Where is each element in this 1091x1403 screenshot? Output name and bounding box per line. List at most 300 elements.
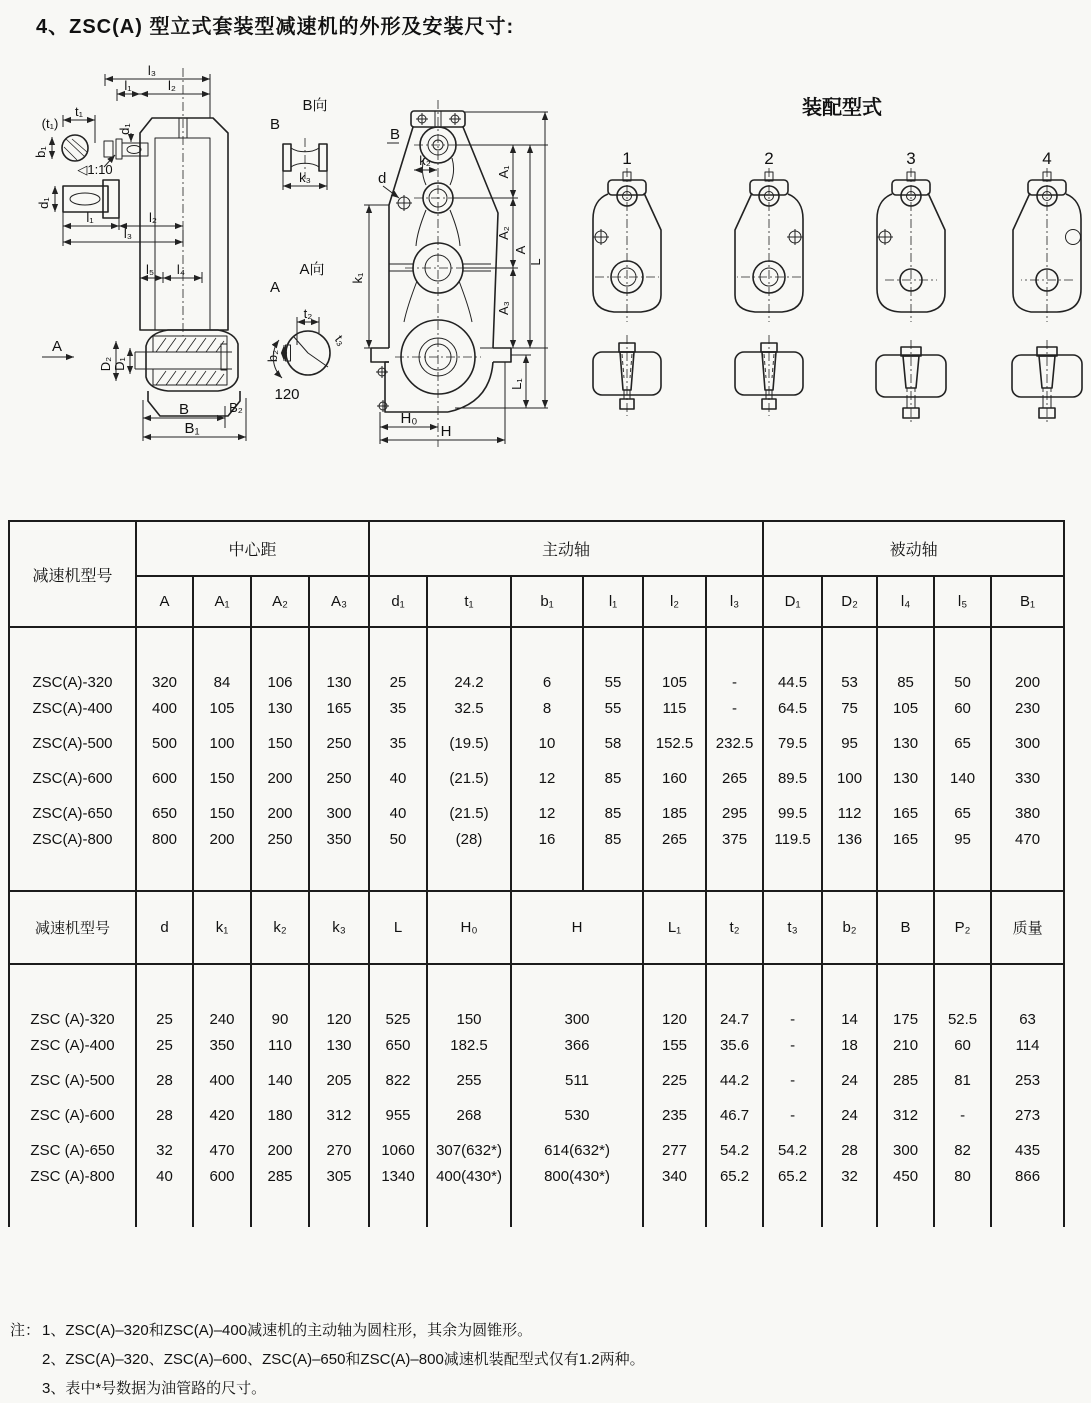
- value-cell: 18: [822, 1028, 877, 1063]
- value-cell: 99.5: [763, 796, 822, 831]
- value-cell: 300: [309, 796, 369, 831]
- col-header: B: [877, 891, 934, 964]
- dim-label-l4: l₄: [176, 262, 186, 277]
- value-cell: 285: [251, 1168, 309, 1227]
- value-cell: 12: [511, 761, 583, 796]
- value-cell: 140: [934, 761, 991, 796]
- value-cell: 95: [822, 726, 877, 761]
- value-cell: 58: [583, 726, 643, 761]
- dim-label-B1: B₁: [184, 420, 200, 437]
- col-header: b₂: [822, 891, 877, 964]
- value-cell: 866: [991, 1168, 1064, 1227]
- col-header: D₂: [822, 576, 877, 627]
- side-view-drawing: [33, 63, 349, 441]
- value-cell: 54.2: [763, 1133, 822, 1168]
- value-cell: 285: [877, 1063, 934, 1098]
- value-cell: 250: [251, 831, 309, 891]
- table-row: [9, 691, 1064, 726]
- assembly-title: 装配型式: [802, 97, 882, 119]
- value-cell: 110: [251, 1028, 309, 1063]
- column-header-row: [9, 576, 1064, 627]
- value-cell: 232.5: [706, 726, 763, 761]
- value-cell: 81: [934, 1063, 991, 1098]
- dim-label-B2: B₂: [229, 400, 243, 415]
- value-cell: 600: [193, 1168, 251, 1227]
- value-cell: 300: [877, 1133, 934, 1168]
- value-cell: (21.5): [427, 796, 511, 831]
- col-header: k₂: [251, 891, 309, 964]
- value-cell: 150: [251, 726, 309, 761]
- dim-label-A: A: [513, 245, 528, 255]
- col-header: l₂: [643, 576, 706, 627]
- col-header: 质量: [991, 891, 1064, 964]
- model-column-header: 减速机型号: [9, 891, 136, 964]
- value-cell: 305: [309, 1168, 369, 1227]
- value-cell: 255: [427, 1063, 511, 1098]
- value-cell: 65: [934, 726, 991, 761]
- value-cell: 235: [643, 1098, 706, 1133]
- col-header: L: [369, 891, 427, 964]
- value-cell: 375: [706, 831, 763, 891]
- value-cell: 268: [427, 1098, 511, 1133]
- dim-label-l1: l₁: [124, 78, 132, 93]
- value-cell: 400(430*): [427, 1168, 511, 1227]
- value-cell: 24.2: [427, 627, 511, 691]
- dim-label-l3: l₃: [147, 63, 157, 78]
- value-cell: 6: [511, 627, 583, 691]
- notes-prefix: 注：: [10, 1322, 41, 1339]
- dim-label-b1: b₁: [33, 146, 48, 158]
- dim-label-A1: A₁: [496, 165, 511, 179]
- table-row: [9, 1168, 1064, 1227]
- value-cell: 52.5: [934, 964, 991, 1028]
- dim-label-A2: A₂: [496, 226, 511, 240]
- value-cell: 450: [877, 1168, 934, 1227]
- dim-label-A3: A₃: [496, 301, 511, 315]
- value-cell: 277: [643, 1133, 706, 1168]
- value-cell: 120: [643, 964, 706, 1028]
- assembly-number-3: 3: [906, 149, 916, 168]
- value-cell: 366: [511, 1028, 643, 1063]
- model-cell: ZSC(A)-650: [9, 796, 136, 831]
- value-cell: 165: [309, 691, 369, 726]
- value-cell: 32: [136, 1133, 193, 1168]
- value-cell: 200: [991, 627, 1064, 691]
- model-cell: ZSC (A)-400: [9, 1028, 136, 1063]
- value-cell: 185: [643, 796, 706, 831]
- view-a-ref: A: [270, 279, 281, 296]
- value-cell: 350: [193, 1028, 251, 1063]
- value-cell: 295: [706, 796, 763, 831]
- model-cell: ZSC (A)-650: [9, 1133, 136, 1168]
- value-cell: 300: [991, 726, 1064, 761]
- assembly-number-2: 2: [764, 149, 774, 168]
- note-line: [10, 1316, 645, 1345]
- model-cell: ZSC (A)-320: [9, 964, 136, 1028]
- value-cell: 75: [822, 691, 877, 726]
- col-header: l₄: [877, 576, 934, 627]
- value-cell: 112: [822, 796, 877, 831]
- value-cell: 955: [369, 1098, 427, 1133]
- table-row: [9, 796, 1064, 831]
- value-cell: 85: [583, 796, 643, 831]
- column-header-row-2: [9, 891, 1064, 964]
- value-cell: 530: [511, 1098, 643, 1133]
- table-row: [9, 1133, 1064, 1168]
- col-header: b₁: [511, 576, 583, 627]
- value-cell: 85: [583, 831, 643, 891]
- value-cell: 253: [991, 1063, 1064, 1098]
- value-cell: 85: [877, 627, 934, 691]
- input-shaft-side-detail: [36, 180, 183, 246]
- col-header: H: [511, 891, 643, 964]
- value-cell: 300: [511, 964, 643, 1028]
- dim-label-d1: d₁: [36, 197, 51, 209]
- value-cell: 50: [369, 831, 427, 891]
- col-header: A₃: [309, 576, 369, 627]
- table-row: [9, 1063, 1064, 1098]
- value-cell: -: [763, 1028, 822, 1063]
- value-cell: 525: [369, 964, 427, 1028]
- value-cell: 400: [136, 691, 193, 726]
- group-header-drive-shaft: 主动轴: [369, 521, 763, 576]
- col-header: k₃: [309, 891, 369, 964]
- note-text: 3、表中*号数据为油管路的尺寸。: [42, 1380, 267, 1397]
- assembly-number-1: 1: [622, 149, 632, 168]
- value-cell: 53: [822, 627, 877, 691]
- value-cell: 800(430*): [511, 1168, 643, 1227]
- value-cell: 40: [136, 1168, 193, 1227]
- col-header: A₁: [193, 576, 251, 627]
- value-cell: 35: [369, 691, 427, 726]
- col-header: P₂: [934, 891, 991, 964]
- value-cell: 200: [251, 1133, 309, 1168]
- value-cell: 130: [251, 691, 309, 726]
- value-cell: 650: [136, 796, 193, 831]
- value-cell: 420: [193, 1098, 251, 1133]
- value-cell: 115: [643, 691, 706, 726]
- value-cell: 89.5: [763, 761, 822, 796]
- value-cell: 600: [136, 761, 193, 796]
- value-cell: 165: [877, 796, 934, 831]
- view-ref-a: A: [52, 338, 63, 355]
- table2-body: [9, 964, 1064, 1227]
- dim-label-l2: l₂: [149, 210, 157, 225]
- value-cell: 650: [369, 1028, 427, 1063]
- col-header: t₂: [706, 891, 763, 964]
- value-cell: -: [706, 691, 763, 726]
- assembly-type-1-diagram: [593, 168, 661, 416]
- note-text: 1、ZSC(A)–320和ZSC(A)–400减速机的主动轴为圆柱形，其余为圆锥形。: [42, 1322, 533, 1339]
- input-shaft-end-detail: [33, 104, 148, 177]
- dim-label-t1-paren: (t₁): [41, 116, 59, 131]
- dim-label-l1: l₁: [86, 210, 94, 225]
- model-cell: ZSC(A)-600: [9, 761, 136, 796]
- dim-label-b2: b₂: [265, 349, 280, 363]
- assembly-number-4: 4: [1042, 149, 1052, 168]
- col-header: A: [136, 576, 193, 627]
- value-cell: 25: [136, 1028, 193, 1063]
- value-cell: 130: [877, 726, 934, 761]
- value-cell: 60: [934, 691, 991, 726]
- value-cell: 152.5: [643, 726, 706, 761]
- col-header: B₁: [991, 576, 1064, 627]
- value-cell: 307(632*): [427, 1133, 511, 1168]
- col-header: A₂: [251, 576, 309, 627]
- value-cell: 100: [193, 726, 251, 761]
- value-cell: 10: [511, 726, 583, 761]
- value-cell: 14: [822, 964, 877, 1028]
- value-cell: 312: [877, 1098, 934, 1133]
- value-cell: 24: [822, 1063, 877, 1098]
- value-cell: 90: [251, 964, 309, 1028]
- value-cell: 250: [309, 761, 369, 796]
- value-cell: 120: [309, 964, 369, 1028]
- value-cell: 114: [991, 1028, 1064, 1063]
- value-cell: 8: [511, 691, 583, 726]
- value-cell: 12: [511, 796, 583, 831]
- value-cell: 65: [934, 796, 991, 831]
- dim-label-d1: d₁: [117, 123, 132, 135]
- value-cell: 32: [822, 1168, 877, 1227]
- table-row: [9, 1098, 1064, 1133]
- front-view-drawing: [350, 100, 548, 447]
- value-cell: 105: [643, 627, 706, 691]
- col-header: l₃: [706, 576, 763, 627]
- value-cell: 35.6: [706, 1028, 763, 1063]
- value-cell: 340: [643, 1168, 706, 1227]
- model-column-header: 减速机型号: [9, 521, 136, 627]
- value-cell: 35: [369, 726, 427, 761]
- value-cell: 273: [991, 1098, 1064, 1133]
- dim-label-L1: L₁: [509, 378, 524, 390]
- value-cell: 55: [583, 691, 643, 726]
- value-cell: 130: [877, 761, 934, 796]
- value-cell: 470: [991, 831, 1064, 891]
- table-row: [9, 1028, 1064, 1063]
- value-cell: 155: [643, 1028, 706, 1063]
- value-cell: 380: [991, 796, 1064, 831]
- taper-note: ◁1:10: [77, 162, 113, 177]
- note-line: [10, 1374, 645, 1403]
- dim-label-l3: l₃: [123, 226, 133, 241]
- dim-label-t3: t₃: [331, 332, 350, 349]
- value-cell: 106: [251, 627, 309, 691]
- value-cell: 25: [136, 964, 193, 1028]
- value-cell: 100: [822, 761, 877, 796]
- value-cell: (28): [427, 831, 511, 891]
- value-cell: 150: [427, 964, 511, 1028]
- value-cell: -: [763, 1098, 822, 1133]
- value-cell: 40: [369, 761, 427, 796]
- value-cell: 119.5: [763, 831, 822, 891]
- group-header-row: [9, 521, 1064, 576]
- view-a-title: A向: [299, 261, 325, 278]
- col-header: L₁: [643, 891, 706, 964]
- value-cell: 165: [877, 831, 934, 891]
- value-cell: 1060: [369, 1133, 427, 1168]
- value-cell: 105: [877, 691, 934, 726]
- model-cell: ZSC (A)-500: [9, 1063, 136, 1098]
- value-cell: 60: [934, 1028, 991, 1063]
- model-cell: ZSC(A)-320: [9, 627, 136, 691]
- value-cell: 44.2: [706, 1063, 763, 1098]
- value-cell: 28: [136, 1098, 193, 1133]
- assembly-type-2-diagram: [735, 168, 803, 416]
- model-cell: ZSC(A)-800: [9, 831, 136, 891]
- model-cell: ZSC(A)-500: [9, 726, 136, 761]
- col-header: d₁: [369, 576, 427, 627]
- value-cell: 79.5: [763, 726, 822, 761]
- value-cell: 63: [991, 964, 1064, 1028]
- value-cell: 614(632*): [511, 1133, 643, 1168]
- dim-label-d: d: [378, 170, 387, 187]
- col-header: t₁: [427, 576, 511, 627]
- value-cell: (19.5): [427, 726, 511, 761]
- dim-label-L: L: [528, 258, 543, 266]
- value-cell: 225: [643, 1063, 706, 1098]
- value-cell: -: [763, 964, 822, 1028]
- value-cell: 1340: [369, 1168, 427, 1227]
- dim-label-t1: t₁: [75, 104, 83, 119]
- dim-label-D2: D₂: [98, 356, 113, 372]
- output-hub-section: [98, 330, 246, 441]
- table-row: [9, 627, 1064, 691]
- note-text: 2、ZSC(A)–320、ZSC(A)–600、ZSC(A)–650和ZSC(A)–800减速机装配型式仅有1.2两种。: [42, 1351, 645, 1368]
- value-cell: 500: [136, 726, 193, 761]
- value-cell: 82: [934, 1133, 991, 1168]
- value-cell: 24.7: [706, 964, 763, 1028]
- value-cell: 200: [251, 761, 309, 796]
- mount-hole-icon: [416, 113, 461, 125]
- value-cell: 330: [991, 761, 1064, 796]
- value-cell: 28: [822, 1133, 877, 1168]
- col-header: t₃: [763, 891, 822, 964]
- value-cell: 28: [136, 1063, 193, 1098]
- model-cell: ZSC (A)-800: [9, 1168, 136, 1227]
- value-cell: 180: [251, 1098, 309, 1133]
- table-row: [9, 761, 1064, 796]
- col-header: H₀: [427, 891, 511, 964]
- assembly-type-4-diagram: [1012, 168, 1082, 424]
- value-cell: 265: [643, 831, 706, 891]
- table-row: [9, 964, 1064, 1028]
- value-cell: 182.5: [427, 1028, 511, 1063]
- value-cell: 65.2: [706, 1168, 763, 1227]
- value-cell: 50: [934, 627, 991, 691]
- value-cell: 175: [877, 964, 934, 1028]
- value-cell: 240: [193, 964, 251, 1028]
- table-row: [9, 831, 1064, 891]
- angle-label-120: 120: [274, 386, 300, 403]
- value-cell: 230: [991, 691, 1064, 726]
- value-cell: 400: [193, 1063, 251, 1098]
- value-cell: 136: [822, 831, 877, 891]
- value-cell: 32.5: [427, 691, 511, 726]
- value-cell: 80: [934, 1168, 991, 1227]
- assembly-types-section: [593, 95, 1082, 424]
- dim-label-l5: l₅: [145, 262, 155, 277]
- value-cell: 64.5: [763, 691, 822, 726]
- table1-body: [9, 627, 1064, 891]
- value-cell: 84: [193, 627, 251, 691]
- value-cell: 130: [309, 1028, 369, 1063]
- col-header: l₅: [934, 576, 991, 627]
- col-header: d: [136, 891, 193, 964]
- dim-label-k3: k₃: [299, 170, 311, 185]
- value-cell: 200: [251, 796, 309, 831]
- value-cell: 312: [309, 1098, 369, 1133]
- dim-label-k1: k₁: [350, 272, 365, 284]
- value-cell: 24: [822, 1098, 877, 1133]
- value-cell: 250: [309, 726, 369, 761]
- group-header-center-distance: 中心距: [136, 521, 369, 576]
- note-line: [10, 1345, 645, 1374]
- value-cell: 270: [309, 1133, 369, 1168]
- view-b-title: B向: [302, 97, 328, 114]
- value-cell: 65.2: [763, 1168, 822, 1227]
- dimension-table: [8, 520, 1065, 1227]
- value-cell: 470: [193, 1133, 251, 1168]
- view-b-detail: [270, 97, 328, 190]
- value-cell: 95: [934, 831, 991, 891]
- value-cell: 150: [193, 796, 251, 831]
- technical-drawing: [0, 0, 1091, 520]
- group-header-driven-shaft: 被动轴: [763, 521, 1064, 576]
- value-cell: 210: [877, 1028, 934, 1063]
- value-cell: 160: [643, 761, 706, 796]
- col-header: k₁: [193, 891, 251, 964]
- dim-label-l2: l₂: [168, 78, 176, 93]
- value-cell: 205: [309, 1063, 369, 1098]
- dim-label-D1: D₁: [112, 357, 127, 371]
- notes: [10, 1316, 645, 1403]
- value-cell: 130: [309, 627, 369, 691]
- value-cell: 150: [193, 761, 251, 796]
- value-cell: -: [934, 1098, 991, 1133]
- value-cell: 822: [369, 1063, 427, 1098]
- dim-label-H0: H₀: [400, 410, 418, 427]
- value-cell: (21.5): [427, 761, 511, 796]
- view-b-ref: B: [270, 116, 281, 133]
- value-cell: 200: [193, 831, 251, 891]
- value-cell: 54.2: [706, 1133, 763, 1168]
- view-a-detail: [265, 261, 349, 403]
- value-cell: 800: [136, 831, 193, 891]
- value-cell: 320: [136, 627, 193, 691]
- table-row: [9, 726, 1064, 761]
- assembly-type-3-diagram: [876, 168, 946, 424]
- value-cell: -: [763, 1063, 822, 1098]
- model-cell: ZSC(A)-400: [9, 691, 136, 726]
- value-cell: 55: [583, 627, 643, 691]
- model-cell: ZSC (A)-600: [9, 1098, 136, 1133]
- value-cell: 105: [193, 691, 251, 726]
- value-cell: 85: [583, 761, 643, 796]
- dim-label-B: B: [178, 401, 190, 418]
- value-cell: 140: [251, 1063, 309, 1098]
- col-header: l₁: [583, 576, 643, 627]
- page-title: 4、ZSC(A) 型立式套装型减速机的外形及安装尺寸:: [36, 16, 515, 38]
- value-cell: 511: [511, 1063, 643, 1098]
- dim-label-k2: k₂: [419, 153, 431, 168]
- value-cell: 25: [369, 627, 427, 691]
- value-cell: 40: [369, 796, 427, 831]
- value-cell: 44.5: [763, 627, 822, 691]
- value-cell: 265: [706, 761, 763, 796]
- value-cell: 46.7: [706, 1098, 763, 1133]
- value-cell: -: [706, 627, 763, 691]
